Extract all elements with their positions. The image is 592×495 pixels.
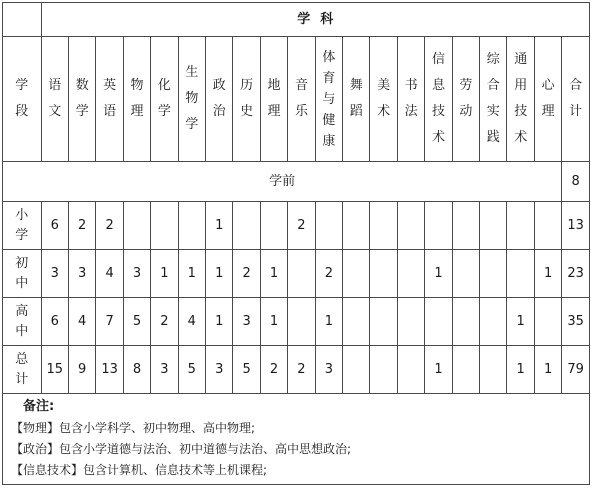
notes-title: 备注: [23, 399, 55, 414]
note-line: 【物理】包含小学科学、初中物理、高中物理; [11, 421, 256, 435]
count-cell: 3 [41, 250, 68, 298]
header-row-subjects [3, 37, 590, 162]
subject-header-1: 语文 [41, 37, 68, 162]
subject-staffing-table [2, 2, 590, 485]
count-cell: 1 [425, 346, 452, 394]
stage-label: 总计 [3, 346, 42, 394]
count-cell [480, 346, 507, 394]
count-cell: 1 [507, 346, 534, 394]
count-cell: 3 [206, 346, 233, 394]
count-cell [370, 346, 397, 394]
subject-header-14: 书法 [397, 37, 424, 162]
count-cell [480, 298, 507, 346]
count-cell [534, 298, 561, 346]
count-cell [507, 250, 534, 298]
count-cell: 2 [68, 202, 95, 250]
count-cell [534, 202, 561, 250]
subject-header-4: 物理 [123, 37, 150, 162]
count-cell: 2 [151, 298, 178, 346]
stage-label: 高中 [3, 298, 42, 346]
subject-header-7: 政治 [206, 37, 233, 162]
count-cell [480, 250, 507, 298]
count-cell: 2 [315, 250, 342, 298]
row-total: 13 [562, 202, 590, 250]
count-cell: 1 [425, 250, 452, 298]
count-cell: 5 [123, 298, 150, 346]
count-cell: 2 [260, 346, 287, 394]
count-cell [397, 298, 424, 346]
count-cell: 1 [534, 250, 561, 298]
row-total: 79 [562, 346, 590, 394]
count-cell [233, 202, 260, 250]
count-cell: 1 [206, 250, 233, 298]
notes-cell [3, 394, 590, 485]
count-cell: 3 [123, 250, 150, 298]
count-cell [123, 202, 150, 250]
subject-header-9: 地理 [260, 37, 287, 162]
note-line: 【信息技术】包含计算机、信息技术等上机课程; [11, 463, 268, 477]
row-total: 23 [562, 250, 590, 298]
note-line: 【政治】包含小学道德与法治、初中道德与法治、高中思想政治; [11, 442, 352, 456]
count-cell [343, 250, 370, 298]
stage-row [3, 202, 590, 250]
count-cell [397, 202, 424, 250]
count-cell [452, 250, 479, 298]
count-cell [370, 250, 397, 298]
subject-header-13: 美术 [370, 37, 397, 162]
preschool-total: 8 [562, 162, 590, 202]
subject-header-19: 心理 [534, 37, 561, 162]
count-cell: 4 [178, 298, 205, 346]
preschool-label: 学前 [3, 162, 562, 202]
count-cell [452, 346, 479, 394]
count-cell: 3 [68, 250, 95, 298]
count-cell: 1 [206, 202, 233, 250]
count-cell [507, 202, 534, 250]
count-cell [288, 298, 315, 346]
count-cell: 2 [288, 346, 315, 394]
count-cell: 8 [123, 346, 150, 394]
count-cell [397, 346, 424, 394]
count-cell: 7 [96, 298, 123, 346]
count-cell [425, 298, 452, 346]
count-cell [315, 202, 342, 250]
stage-header: 学段 [3, 37, 42, 162]
subject-header-12: 舞蹈 [343, 37, 370, 162]
count-cell [370, 202, 397, 250]
count-cell: 5 [233, 346, 260, 394]
subject-header-3: 英语 [96, 37, 123, 162]
count-cell [343, 202, 370, 250]
count-cell [151, 202, 178, 250]
count-cell [452, 298, 479, 346]
header-row-top [3, 3, 590, 37]
count-cell: 3 [315, 346, 342, 394]
count-cell: 5 [178, 346, 205, 394]
subject-group-header: 学科 [41, 3, 589, 37]
count-cell: 13 [96, 346, 123, 394]
count-cell [452, 202, 479, 250]
row-total: 35 [562, 298, 590, 346]
count-cell: 1 [260, 298, 287, 346]
count-cell: 6 [41, 298, 68, 346]
count-cell [178, 202, 205, 250]
subject-header-17: 综合实践 [480, 37, 507, 162]
count-cell: 1 [534, 346, 561, 394]
stage-label: 小学 [3, 202, 42, 250]
subject-header-16: 劳动 [452, 37, 479, 162]
count-cell: 15 [41, 346, 68, 394]
subject-header-2: 数学 [68, 37, 95, 162]
count-cell: 4 [68, 298, 95, 346]
subject-header-8: 历史 [233, 37, 260, 162]
stage-row [3, 250, 590, 298]
count-cell [480, 202, 507, 250]
count-cell: 2 [233, 250, 260, 298]
count-cell: 4 [96, 250, 123, 298]
count-cell [343, 298, 370, 346]
subject-header-15: 信息技术 [425, 37, 452, 162]
subject-header-6: 生物学 [178, 37, 205, 162]
count-cell: 6 [41, 202, 68, 250]
count-cell: 1 [507, 298, 534, 346]
count-cell: 1 [206, 298, 233, 346]
corner-cell [3, 3, 42, 37]
notes-row [3, 394, 590, 485]
subject-header-11: 体育与健康 [315, 37, 342, 162]
count-cell [397, 250, 424, 298]
subject-header-10: 音乐 [288, 37, 315, 162]
count-cell [370, 298, 397, 346]
stage-row [3, 346, 590, 394]
subject-header-5: 化学 [151, 37, 178, 162]
subject-header-18: 通用技术 [507, 37, 534, 162]
total-header: 合计 [562, 37, 590, 162]
count-cell [425, 202, 452, 250]
count-cell: 9 [68, 346, 95, 394]
count-cell [260, 202, 287, 250]
count-cell: 2 [288, 202, 315, 250]
count-cell: 3 [151, 346, 178, 394]
count-cell: 1 [151, 250, 178, 298]
count-cell: 3 [233, 298, 260, 346]
count-cell [288, 250, 315, 298]
count-cell: 1 [315, 298, 342, 346]
preschool-row [3, 162, 590, 202]
count-cell: 1 [260, 250, 287, 298]
stage-row [3, 298, 590, 346]
stage-label: 初中 [3, 250, 42, 298]
count-cell: 1 [178, 250, 205, 298]
count-cell: 2 [96, 202, 123, 250]
count-cell [343, 346, 370, 394]
